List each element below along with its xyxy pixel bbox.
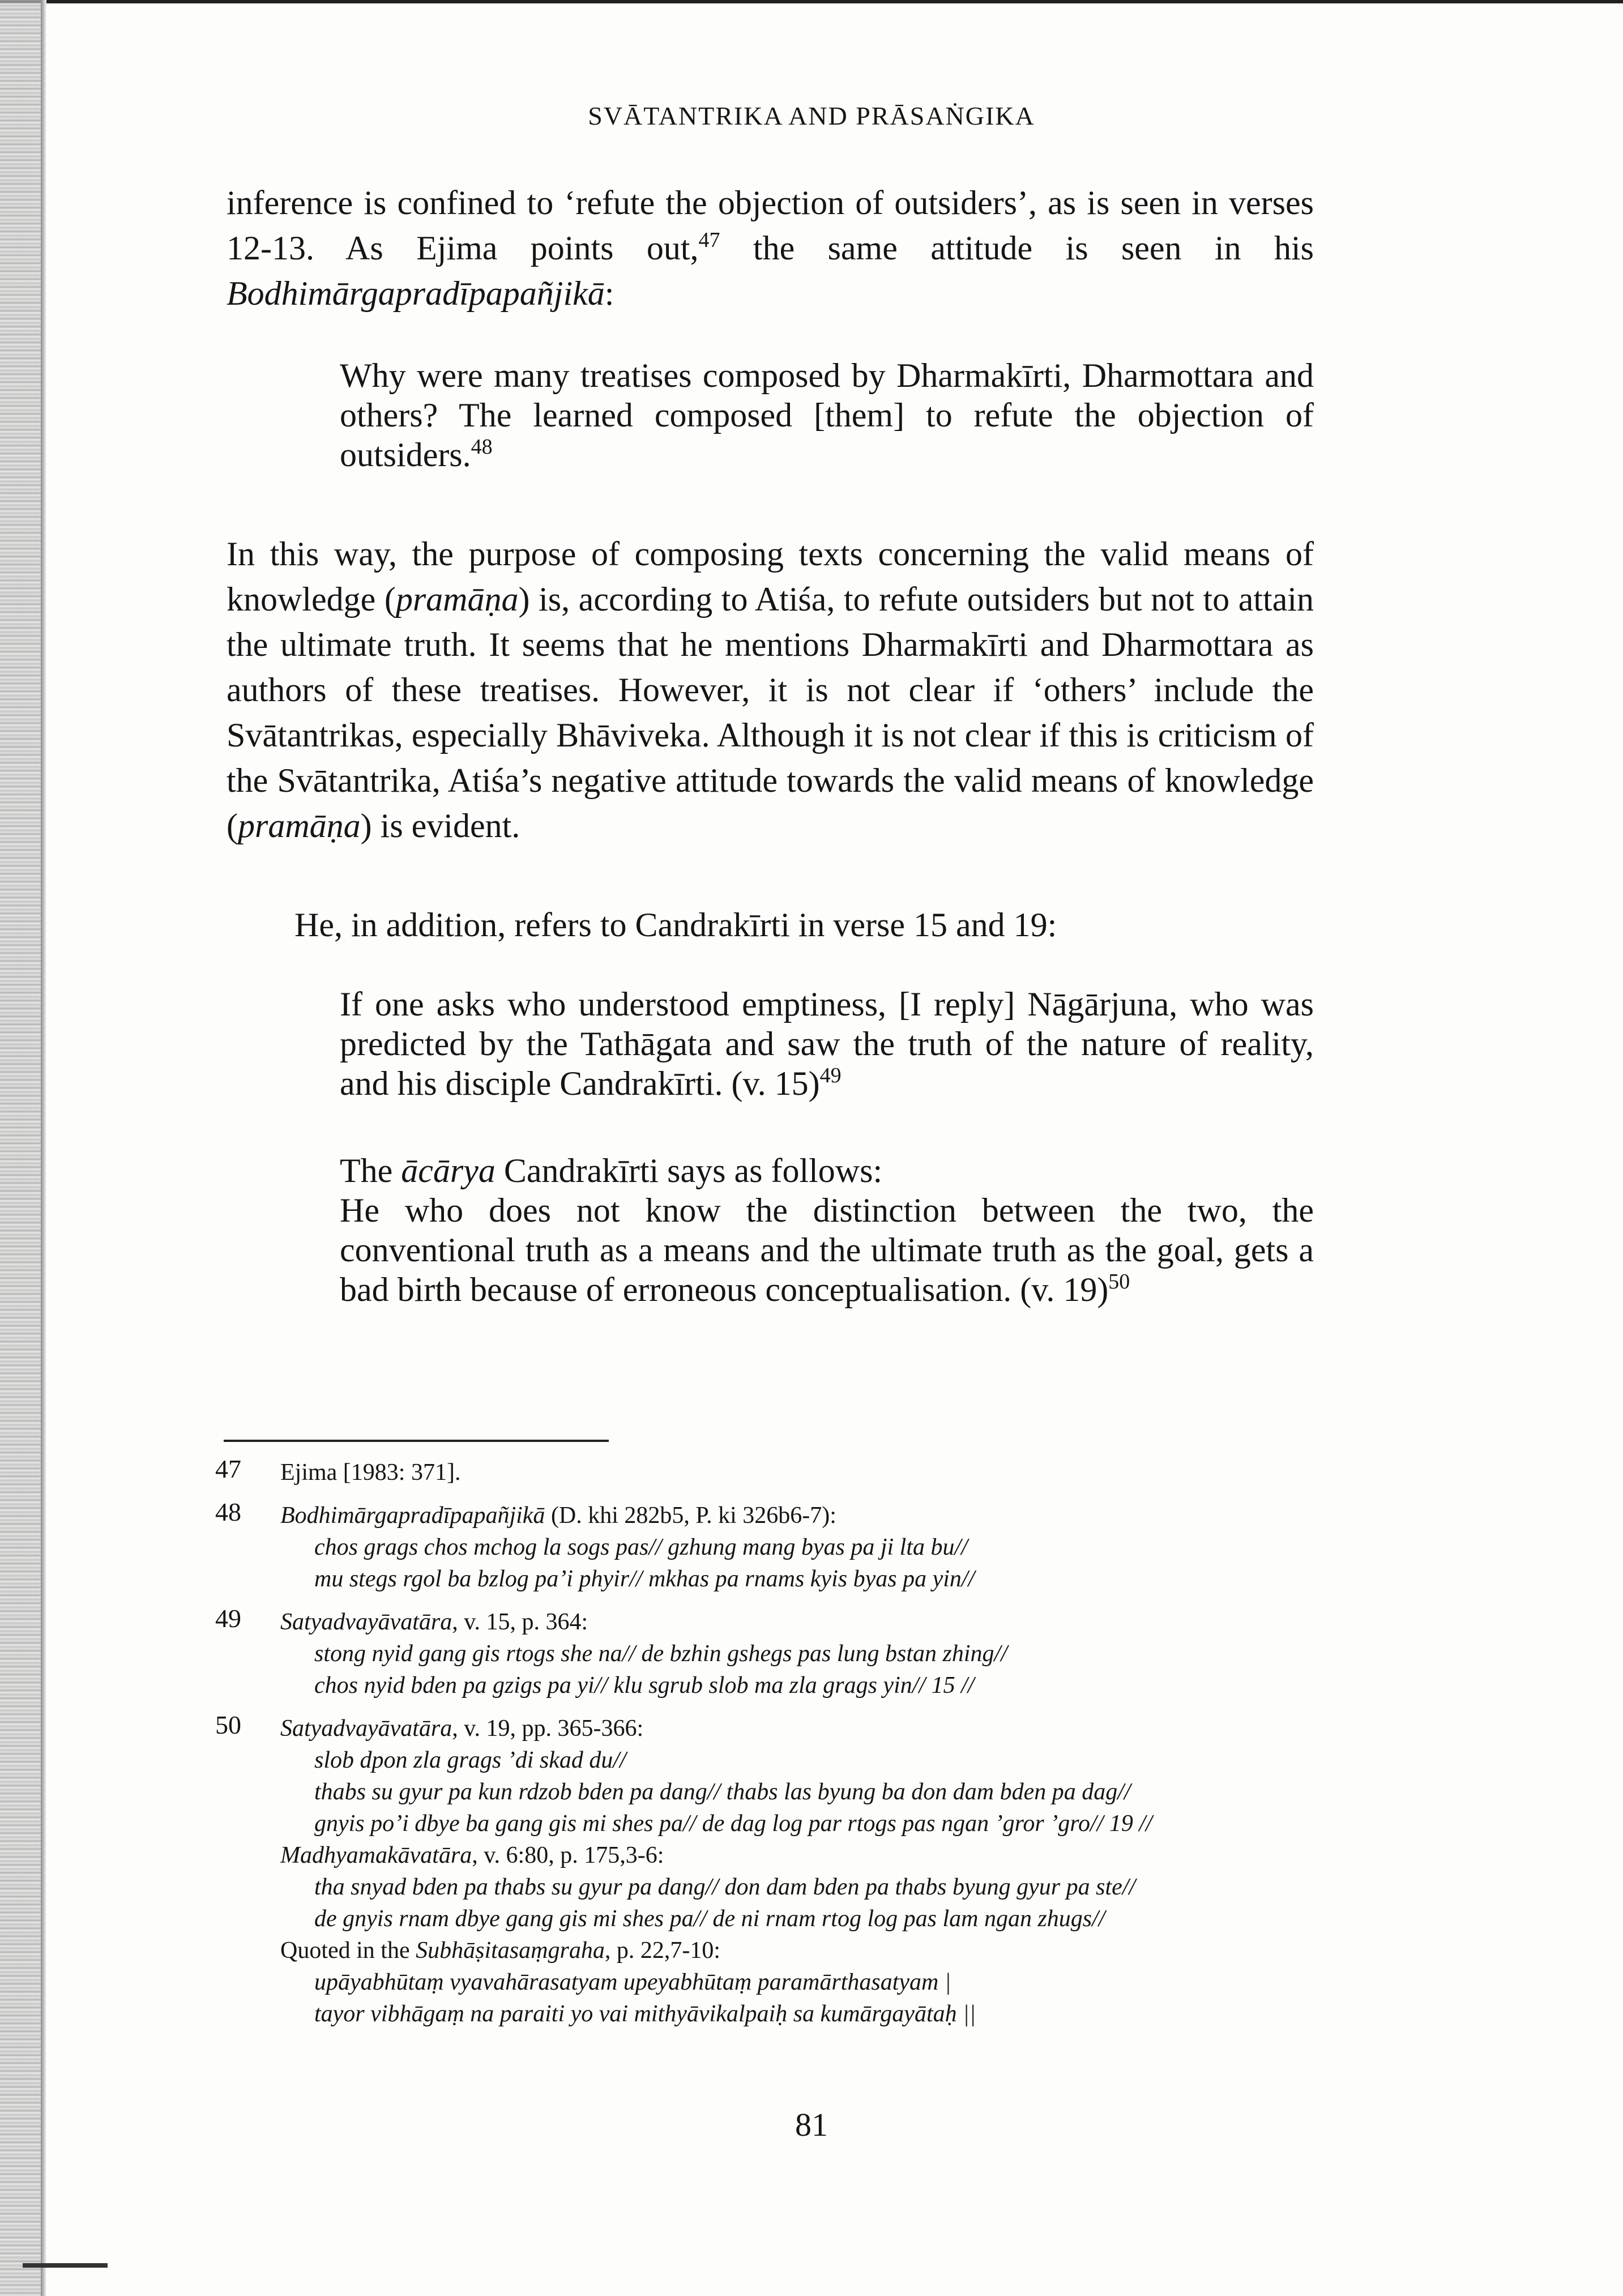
paragraph-2-term-2: pramāṇa	[237, 807, 361, 844]
paragraph-1-text-b: the same attitude is seen in his	[720, 229, 1314, 267]
footnote-number: 49	[215, 1604, 241, 1633]
block-quote-3-intro-a: The	[340, 1152, 402, 1189]
block-quote-2-text: If one asks who understood emptiness, [I reply] Nāgārjuna, who was predicted by the Tathāgata and saw the truth of the nature of reality, and his disciple Candrakīrti. (v. 15)	[340, 985, 1314, 1102]
footnote-verse-line: gnyis po’i dbye ba gang gis mi shes pa// de dag log par rtogs pas ngan ’gror ’gro// 19 //	[314, 1811, 1152, 1837]
block-quote-3-term: ācārya	[401, 1152, 496, 1189]
paragraph-2-term-1: pramāṇa	[395, 581, 519, 618]
footnote-citation	[280, 1500, 1325, 1531]
footnote-verse-line: chos nyid bden pa gzigs pa yi// klu sgrub slob ma zla grags yin// 15 //	[314, 1672, 975, 1698]
footnote-citation-rest: , v. 15, p. 364:	[452, 1609, 588, 1635]
footnote-citation: Ejima [1983: 371].	[280, 1459, 461, 1486]
footnote-citation-2	[280, 1840, 1325, 1871]
paragraph-3	[227, 902, 1314, 948]
footnote-verse-line: tha snyad bden pa thabs su gyur pa dang// don dam bden pa thabs byung gyur pa ste//	[314, 1874, 1136, 1900]
footnote-verse-line: tayor vibhāgaṃ na paraiti yo vai mithyāvikalpaiḥ sa kumārgayātaḥ ||	[314, 2001, 976, 2027]
binding-shadow	[0, 0, 44, 2296]
footnote-citation	[280, 1606, 1325, 1638]
footnote-ref-49[interactable]: 49	[819, 1064, 842, 1087]
block-quote-3-intro-b: Candrakīrti says as follows:	[495, 1152, 883, 1189]
footnote-47	[215, 1454, 1325, 1488]
block-quote-1	[340, 356, 1314, 475]
paragraph-1-text-a: inference is confined to ‘refute the objection of outsiders’, as is seen in verses 12-13. As Ejima points out,	[227, 184, 1314, 267]
footnote-number: 47	[215, 1454, 241, 1483]
block-quote-1-text: Why were many treatises composed by Dharmakīrti, Dharmottara and others? The learned composed [them] to refute the objection of outsiders.	[340, 357, 1314, 473]
paragraph-2-text-a: In this way, the purpose of composing texts concerning the valid means of knowledge (	[227, 535, 1314, 618]
footnote-number: 50	[215, 1710, 241, 1739]
footnote-verse-line: chos grags chos mchog la sogs pas// gzhung mang byas pa ji lta bu//	[314, 1534, 968, 1560]
paragraph-2-text-c: ) is evident.	[360, 807, 520, 844]
footnote-50	[215, 1710, 1325, 2030]
footnote-verse-line: thabs su gyur pa kun rdzob bden pa dang// thabs las byung ba don dam bden pa dag//	[314, 1779, 1131, 1805]
footnote-citation-title: Subhāṣitasaṃgraha	[416, 1937, 605, 1964]
footnote-separator	[224, 1440, 609, 1442]
footnote-ref-50[interactable]: 50	[1108, 1270, 1130, 1294]
block-quote-3-text: He who does not know the distinction between the two, the conventional truth as a means and the ultimate truth as the goal, gets a bad birth because of erroneous conceptualisation. (v. 19)	[340, 1192, 1314, 1308]
paragraph-2	[227, 531, 1314, 848]
paragraph-1-text-c: :	[604, 275, 614, 312]
footnote-citation-title: Bodhimārgapradīpapañjikā	[280, 1503, 545, 1529]
footnote-verse-line: stong nyid gang gis rtogs she na// de bzhin gshegs pas lung bstan zhing//	[314, 1641, 1007, 1667]
footnote-citation-title: Satyadvayāvatāra	[280, 1715, 452, 1742]
block-quote-3	[340, 1151, 1314, 1309]
footnote-citation-pre: Quoted in the	[280, 1937, 416, 1964]
footnote-number: 48	[215, 1497, 241, 1526]
footnote-citation-title: Madhyamakāvatāra	[280, 1842, 472, 1868]
footnote-citation-rest: , p. 22,7-10:	[604, 1937, 720, 1964]
footnote-48	[215, 1497, 1325, 1595]
block-quote-2	[340, 984, 1314, 1103]
paragraph-1	[227, 180, 1314, 316]
paragraph-3-text: He, in addition, refers to Candrakīrti in verse 15 and 19:	[294, 906, 1057, 944]
footnotes	[215, 1454, 1325, 2041]
footnote-verse-line: upāyabhūtaṃ vyavahārasatyam upeyabhūtaṃ paramārthasatyam |	[314, 1969, 951, 1995]
top-edge-rule	[0, 0, 1623, 3]
footnote-citation-rest: (D. khi 282b5, P. ki 326b6-7):	[545, 1503, 836, 1529]
footnote-citation-rest: , v. 6:80, p. 175,3-6:	[472, 1842, 664, 1868]
page-number: 81	[795, 2106, 828, 2143]
footnote-ref-47[interactable]: 47	[698, 228, 720, 252]
footnote-citation	[280, 1713, 1325, 1744]
footnote-verse-line: slob dpon zla grags ’di skad du//	[314, 1747, 626, 1773]
paragraph-2-text-b: ) is, according to Atiśa, to refute outsiders but not to attain the ultimate truth. It seems that he mentions Dharmakīrti and Dharmottara as authors of these treatises. However, it is not clear if ‘others’ include the Svātantrikas, especially Bhāviveka. Although it is not clear if this is criticism of the Svātantrika, Atiśa’s negative attitude towards the valid means of knowledge (	[227, 581, 1314, 844]
binding-edge	[41, 0, 46, 2296]
paragraph-1-title: Bodhimārgapradīpapañjikā	[227, 275, 605, 312]
footnote-citation-3	[280, 1935, 1325, 1966]
footnote-49	[215, 1606, 1325, 1701]
footnote-citation-rest: , v. 19, pp. 365-366:	[452, 1715, 644, 1742]
footnote-citation-title: Satyadvayāvatāra	[280, 1609, 452, 1635]
footnote-verse-line: mu stegs rgol ba bzlog pa’i phyir// mkhas pa rnams kyis byas pa yin//	[314, 1566, 975, 1592]
footnote-verse-line: de gnyis rnam dbye gang gis mi shes pa// de ni rnam rtog log pas lam ngan zhugs//	[314, 1906, 1105, 1932]
scan-corner-mark	[23, 2263, 108, 2268]
running-head: SVĀTANTRIKA AND PRĀSAṄGIKA	[588, 101, 1035, 130]
footnote-ref-48[interactable]: 48	[471, 435, 493, 459]
